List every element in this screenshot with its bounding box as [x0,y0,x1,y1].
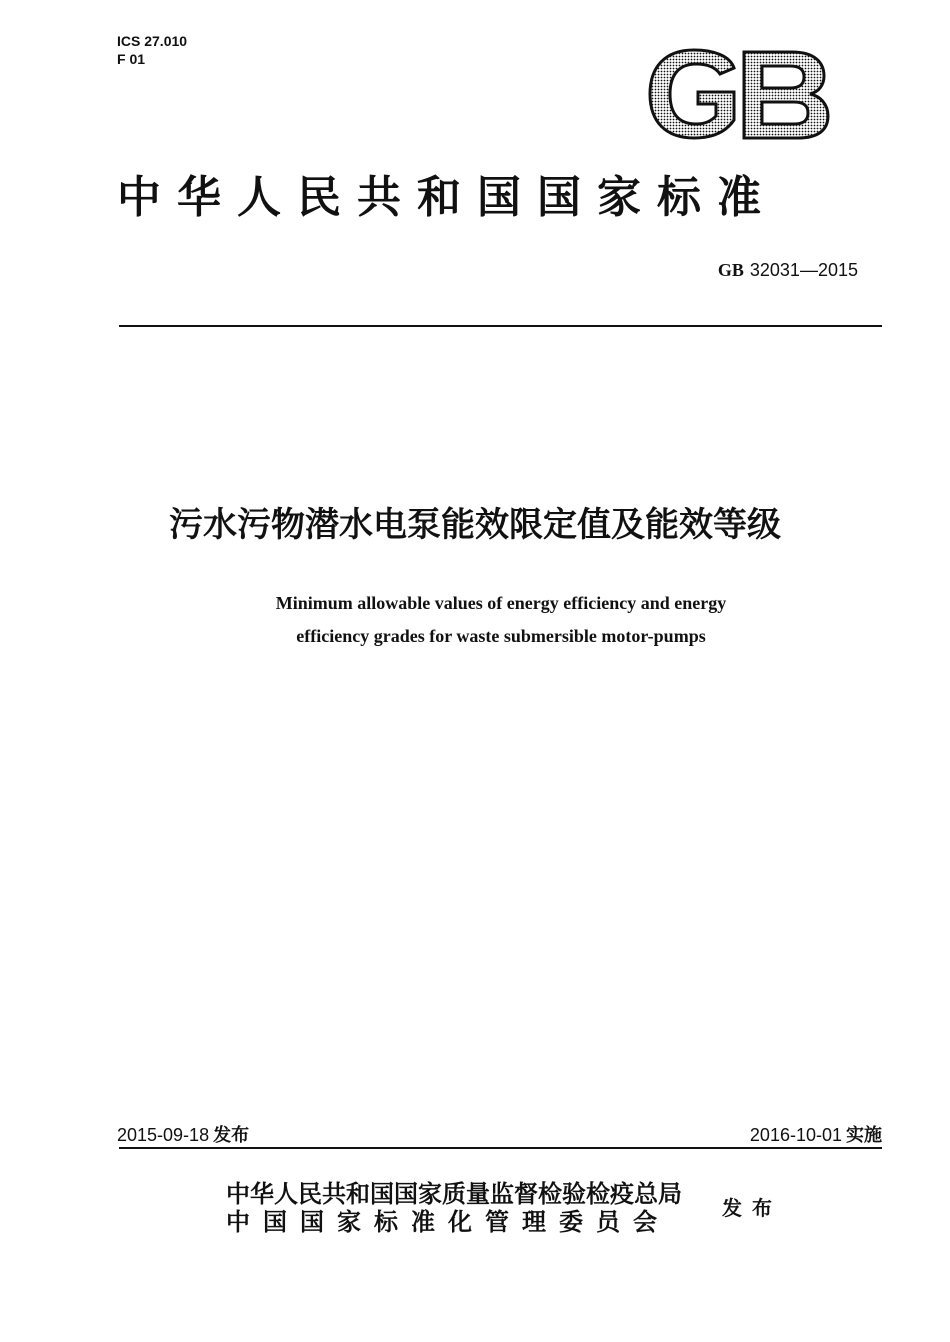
issue-date [117,1121,249,1147]
english-title-line-2: efficiency grades for waste submersible motor-pumps [296,626,706,646]
gb-letter-b [744,52,828,138]
gb-logo [642,46,832,142]
publish-label: 发布 [722,1196,782,1220]
ccs-code: F 01 [117,51,146,67]
ics-code: ICS 27.010 [117,33,188,49]
standard-prefix: GB [717,260,744,280]
gb-letter-g [650,50,734,138]
implementation-label: 实施 [846,1125,882,1146]
english-title-line-1: Minimum allowable values of energy efficiency and energy [275,593,727,613]
classification-codes [117,32,187,68]
header-divider [119,325,882,327]
issue-label: 发布 [213,1125,250,1146]
implementation-date-value: 2016-10-01 [749,1125,842,1145]
footer-divider [119,1147,882,1149]
standard-code: 32031—2015 [749,260,858,280]
standard-number [718,260,858,281]
implementation-date [750,1121,882,1147]
national-standard-title: 中华人民共和国国家标准 [117,172,777,223]
publisher-sac: 中国国家标准化管理委员会 [226,1207,670,1236]
publisher-aqsiq: 中华人民共和国国家质量监督检验检疫总局 [226,1179,682,1208]
chinese-title: 污水污物潜水电泵能效限定值及能效等级 [169,505,781,545]
issue-date-value: 2015-09-18 [117,1125,210,1145]
